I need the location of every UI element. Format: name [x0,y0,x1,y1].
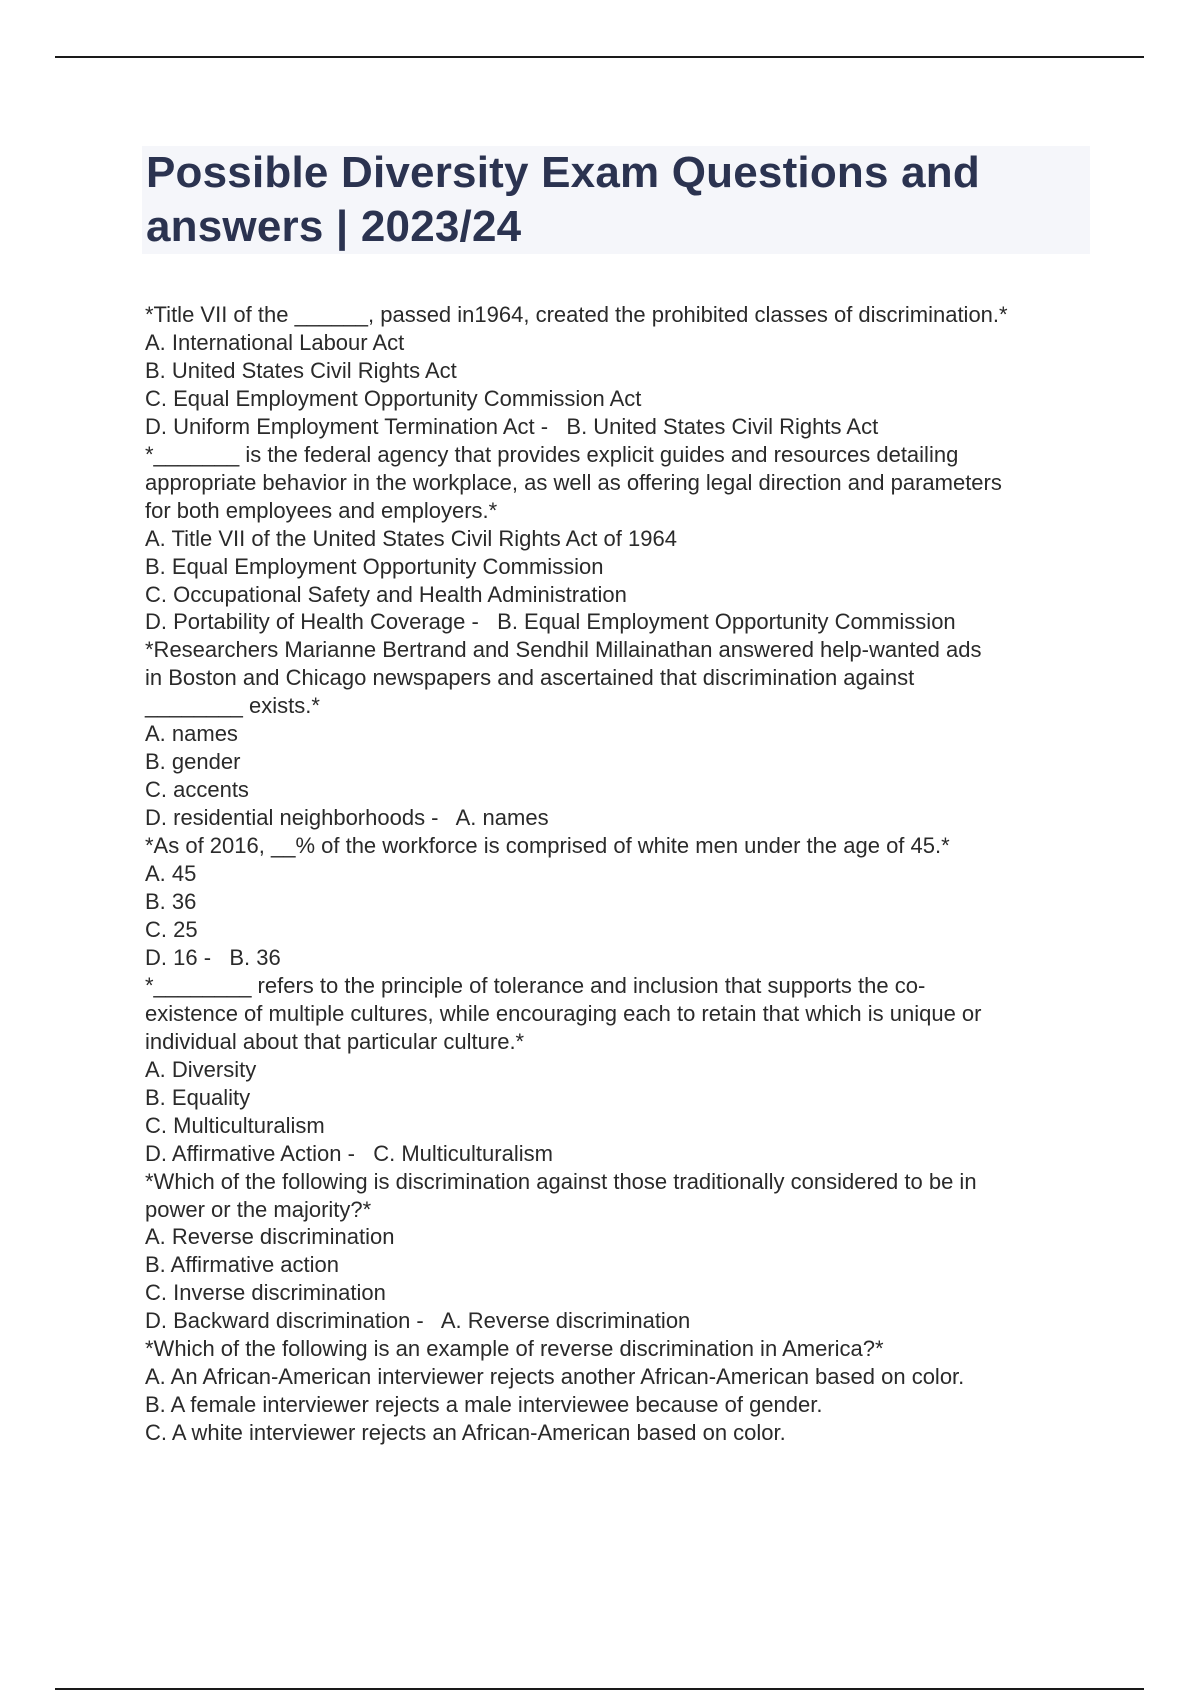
text-line: B. Equality [145,1084,251,1110]
text-line: existence of multiple cultures, while encouraging each to retain that which is unique or [145,1000,982,1026]
text-line: B. Affirmative action [145,1252,340,1278]
text-line: C. Occupational Safety and Health Administration [145,581,627,607]
text-line: A. International Labour Act [145,329,405,355]
text-line: A. 45 [145,861,197,887]
text-line: D. Portability of Health Coverage - B. Equal Employment Opportunity Commission [145,609,956,635]
text-line: C. Equal Employment Opportunity Commission Act [145,385,642,411]
text-line: *Researchers Marianne Bertrand and Sendhil Millainathan answered help-wanted ads [145,637,982,663]
text-line: power or the majority?* [145,1196,372,1222]
text-line: A. An African-American interviewer rejects another African-American based on color. [145,1364,965,1390]
text-line: B. A female interviewer rejects a male interviewee because of gender. [145,1392,823,1418]
text-line: *_______ is the federal agency that provides explicit guides and resources detailing [145,441,959,467]
title-line: answers | 2023/24 [146,202,522,251]
text-line: A. names [145,721,238,747]
text-line: A. Reverse discrimination [145,1224,395,1250]
text-line: C. Inverse discrimination [145,1280,386,1306]
title-line: Possible Diversity Exam Questions and [146,148,980,197]
text-line: *Which of the following is discrimination against those traditionally considered to be in [145,1168,977,1194]
text-line: *________ refers to the principle of tolerance and inclusion that supports the co- [145,972,926,998]
text-line: D. Backward discrimination - A. Reverse discrimination [145,1308,691,1334]
footer-rule [55,1688,1144,1690]
document-title [146,146,1086,254]
text-line: D. Affirmative Action - C. Multiculturalism [145,1140,553,1166]
text-line: D. residential neighborhoods - A. names [145,805,549,831]
text-line: appropriate behavior in the workplace, as well as offering legal direction and parameters [145,469,1002,495]
text-line: C. 25 [145,916,198,942]
header-rule [55,56,1144,58]
text-line: C. Multiculturalism [145,1112,325,1138]
text-line: D. 16 - B. 36 [145,944,281,970]
text-line: B. 36 [145,889,197,915]
text-line: A. Title VII of the United States Civil Rights Act of 1964 [145,525,677,551]
text-line: *As of 2016, __% of the workforce is comprised of white men under the age of 45.* [145,833,950,859]
title-block [142,146,1090,254]
text-line: B. Equal Employment Opportunity Commission [145,553,604,579]
text-line: B. gender [145,749,241,775]
text-line: in Boston and Chicago newspapers and ascertained that discrimination against [145,665,915,691]
text-line: for both employees and employers.* [145,497,498,523]
text-line: ________ exists.* [145,693,320,719]
text-line: C. accents [145,777,249,803]
text-line: D. Uniform Employment Termination Act - B. United States Civil Rights Act [145,413,879,439]
text-line: *Title VII of the ______, passed in1964, created the prohibited classes of discrimination.* [145,302,1008,327]
text-line: C. A white interviewer rejects an African-American based on color. [145,1420,786,1446]
text-line: *Which of the following is an example of reverse discrimination in America?* [145,1336,884,1362]
question-list [145,301,1095,1447]
text-line: individual about that particular culture.* [145,1028,525,1054]
text-line: B. United States Civil Rights Act [145,357,457,383]
text-line: A. Diversity [145,1056,257,1082]
